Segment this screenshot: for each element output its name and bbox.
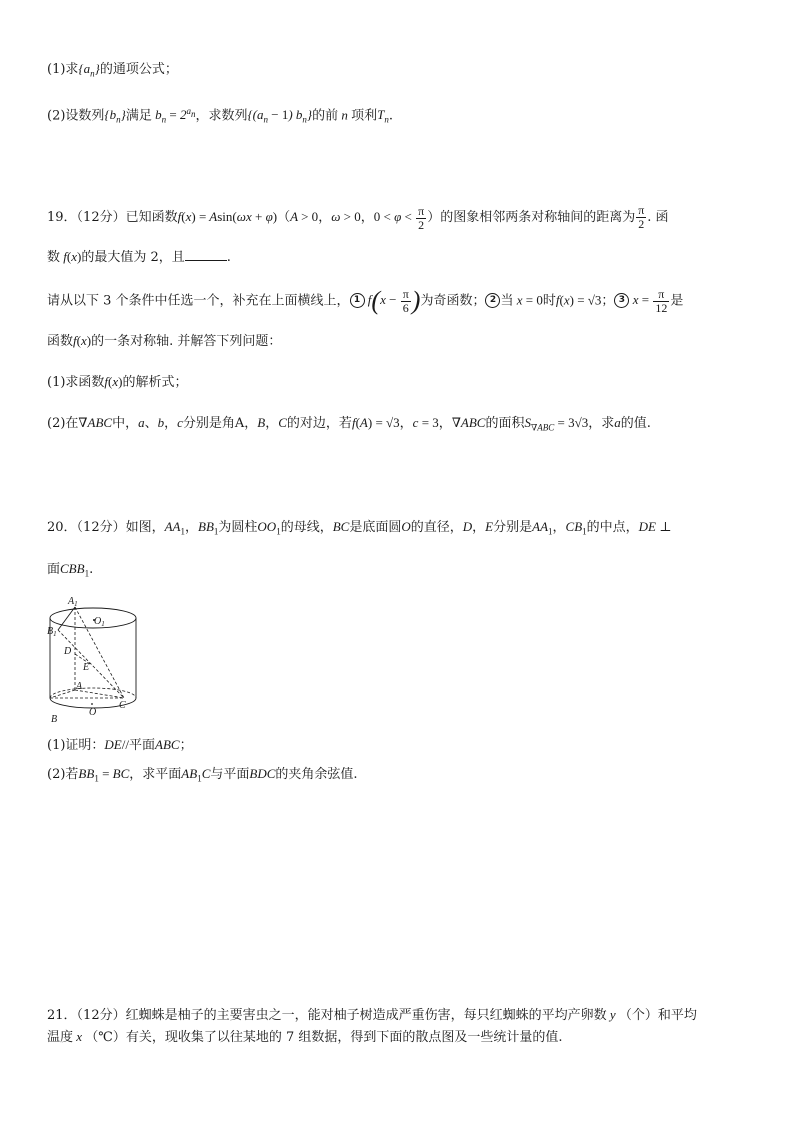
p18-part2-text-d: 的前 <box>312 108 339 124</box>
formula-n: n <box>338 107 352 123</box>
label-C: C <box>119 700 126 711</box>
formula-BDC: BDC <box>249 766 276 781</box>
formula-fA: f(A) = √3 <box>351 415 400 430</box>
p19-line3-c: 当 <box>500 293 514 309</box>
formula-tri-abc: ∇ABC <box>78 415 113 430</box>
formula-f-shift: f(x − $\frac{\pi}{6}$ ) <box>364 286 421 316</box>
p19-q2-k: ，求 <box>588 416 615 431</box>
p19-q1-b: 的解析式； <box>122 375 188 390</box>
formula-pi-half: $\frac{\pi}{2}$ <box>638 203 645 231</box>
label-D: D <box>64 646 72 657</box>
formula-alpha: a <box>614 415 621 430</box>
formula-product-seq: {$(a_n - 1)$ $b_n$} <box>247 107 313 125</box>
formula-CBB1: $CBB_1$ <box>60 561 90 579</box>
formula-fx-2: f(x) <box>73 333 92 348</box>
formula-AB1C: $AB_1C$ <box>181 766 211 784</box>
p20-q2-c: 与平面 <box>210 767 250 782</box>
p20-line1-i: ， <box>552 520 566 535</box>
formula-x-pi12: x = $\frac{\pi}{12}$ <box>629 287 668 315</box>
p19-tail1: . 函 <box>647 210 669 225</box>
formula-BB1-eq-BC: $BB_1$ = BC <box>78 766 130 784</box>
p20-q2 <box>47 764 358 789</box>
segment-AC <box>75 690 124 698</box>
p19-q2-h: ， <box>399 416 413 431</box>
p19-sep1: ， <box>318 210 332 225</box>
segment-B1C <box>58 630 124 698</box>
formula-fx: f(x) <box>60 249 82 264</box>
formula-b: b <box>157 415 165 430</box>
p20-q1-b: 平面 <box>129 738 156 753</box>
formula-a: a <box>138 415 145 430</box>
p19-q2-j: 的面积 <box>485 416 525 431</box>
p19-cond-open: （ <box>277 210 291 225</box>
p18-part1 <box>47 59 178 84</box>
p19-q2-a: (2)在 <box>47 416 79 431</box>
formula-BB1: $BB_1$ <box>198 519 219 537</box>
formula-E: E <box>485 519 494 534</box>
cylinder-figure <box>44 594 144 726</box>
p19-q2-g: 的对边，若 <box>286 416 352 431</box>
formula-CB1: $CB_1$ <box>565 519 587 537</box>
formula-BC: BC <box>332 519 350 534</box>
p19-q2-i: ， <box>438 416 452 431</box>
p19-q2-c: 、 <box>144 416 158 431</box>
label-A: A <box>76 681 83 692</box>
top-ellipse <box>50 608 136 628</box>
p19-cond-close: ）的图象相邻两条对称轴间的距离为 <box>427 210 636 225</box>
circled-one: 1 <box>350 293 365 308</box>
formula-area: $S_{\nabla ABC} = 3√3$ <box>524 415 589 433</box>
formula-omega-pos: ω > 0 <box>331 209 361 224</box>
p19-line3-b: 为奇函数； <box>420 293 486 309</box>
label-O1: $O_1$ <box>94 616 105 628</box>
formula-bn-set: $\{b_n\}$ <box>104 107 126 125</box>
p18-part1-text-b: 的通项公式； <box>99 62 178 77</box>
p19-head: 19．（12分）已知函数 <box>47 210 178 225</box>
p19-q1 <box>47 372 188 393</box>
formula-c-eq-3: c = 3 <box>412 415 439 430</box>
formula-tri-abc-2: ∇ABC <box>451 415 486 430</box>
p18-part2 <box>47 101 393 130</box>
p19-q2-e: 分别是角A， <box>182 416 258 431</box>
p19-sep2: ， <box>360 210 374 225</box>
p19-line2-b: 的最大值为 2，且 <box>81 250 185 265</box>
p19-line4 <box>47 331 281 352</box>
p21-line2-a: 温度 <box>47 1030 74 1045</box>
p21-line2-b: （℃）有关，现收集了以往某地的 7 组数据，得到下面的散点图及一些统计量的值. <box>85 1030 563 1045</box>
p19-line2-c: . <box>226 250 231 265</box>
p20-q1 <box>47 735 193 756</box>
label-O: O <box>89 707 97 718</box>
formula-fx-3: f(x) <box>104 374 123 389</box>
formula-OO1: $OO_1$ <box>257 519 281 537</box>
p19-q2-d: ， <box>164 416 178 431</box>
formula-AA1: $AA_1$ <box>164 519 185 537</box>
p20-line1-a: 20．（12分）如图， <box>47 520 165 535</box>
p19-q2-f: ， <box>265 416 279 431</box>
p19-line3 <box>47 288 683 315</box>
formula-phi-range: 0 < φ < $\frac{\pi}{2}$ <box>373 203 425 232</box>
p20-line1-b: ， <box>184 520 198 535</box>
formula-DE: DE// <box>104 737 129 752</box>
p20-q2-b: ，求平面 <box>129 767 182 782</box>
p20-line1-e: 是底面圆 <box>349 520 402 535</box>
p20-line2-a: 面 <box>47 562 61 577</box>
p20-line1-j: 的中点， <box>586 520 639 535</box>
label-B1: $B_1$ <box>47 626 57 638</box>
label-B: B <box>51 714 58 725</box>
formula-O: O <box>401 519 411 534</box>
p20-line2 <box>47 559 93 584</box>
p19-line3-a: 请从以下 3 个条件中任选一个，补充在上面横线上， <box>47 293 350 309</box>
p20-line1-d: 的母线， <box>280 520 333 535</box>
p20-line1-c: 为圆柱 <box>218 520 258 535</box>
label-E: E <box>83 662 90 673</box>
label-A1: $A_1$ <box>68 596 78 608</box>
p18-part2-text-c: ，求数列 <box>195 108 248 124</box>
p20-q1-c: ； <box>179 738 193 753</box>
formula-fx-sqrt3: f(x) = √3 <box>555 292 602 308</box>
p20-q2-a: (2)若 <box>47 767 79 782</box>
formula-y: y <box>606 1007 619 1022</box>
formula-DE-perp: DE ⊥ <box>638 519 672 534</box>
formula-c: c <box>177 415 183 430</box>
p18-part2-text-b: 满足 <box>125 108 152 124</box>
formula-x: x <box>73 1029 86 1044</box>
formula-x-zero: x = 0 <box>513 292 543 308</box>
formula-Tn: $T_n$ <box>377 107 389 125</box>
p20-q1-a: (1)证明： <box>47 738 105 753</box>
formula-AA1-2: $AA_1$ <box>532 519 553 537</box>
formula-ABC: ABC <box>155 737 180 752</box>
p19-q2-b: 中， <box>112 416 139 431</box>
formula-bn-def: $b_n = 2^{a_n}$ <box>151 106 196 125</box>
fill-blank[interactable] <box>185 248 227 261</box>
p18-part2-text-f: . <box>388 108 394 124</box>
p18-part1-text-a: (1)求 <box>47 62 79 77</box>
point-O <box>91 703 93 705</box>
p19-line4-b: 的一条对称轴. 并解答下列问题： <box>91 334 282 349</box>
p20-line1-g: ， <box>472 520 486 535</box>
p19-line2-a: 数 <box>47 250 61 265</box>
p19-line3-d: 时 <box>542 293 556 309</box>
p21-line1-a: 21．（12分）红蜘蛛是柚子的主要害虫之一，能对柚子树造成严重伤害，每只红蜘蛛的平均产卵数 <box>47 1008 607 1023</box>
formula-f-def: f(x) = Asin(ωx + φ) <box>177 209 278 224</box>
p20-line1-h: 分别是 <box>493 520 533 535</box>
p18-part2-text-a: (2)设数列 <box>47 108 105 124</box>
p19-line4-a: 函数 <box>47 334 74 349</box>
p20-line1-f: 的直径， <box>410 520 463 535</box>
p19-line3-f: 是 <box>670 293 684 309</box>
p19-line2 <box>47 247 231 268</box>
p21-line1 <box>47 1005 697 1026</box>
p20-q2-d: 的夹角余弦值. <box>275 767 358 782</box>
p19-line1 <box>47 204 669 232</box>
formula-C: C <box>278 415 287 430</box>
circled-two: 2 <box>485 293 500 308</box>
formula-B: B <box>257 415 266 430</box>
p18-part2-text-e: 项利 <box>351 108 378 124</box>
p21-line2 <box>47 1027 563 1048</box>
p19-q2-l: 的值. <box>620 416 651 431</box>
p21-line1-b: （个）和平均 <box>618 1008 697 1023</box>
p20-line1 <box>47 517 672 542</box>
p19-q1-a: (1)求函数 <box>47 375 105 390</box>
p19-q2 <box>47 413 651 438</box>
circled-three: 3 <box>614 293 629 308</box>
formula-D: D <box>462 519 473 534</box>
p20-line2-b: . <box>89 562 94 577</box>
formula-A-pos: A > 0 <box>290 209 319 224</box>
p19-line3-e: ； <box>601 293 615 309</box>
formula-an-set: $\{a_n\}$ <box>78 61 100 79</box>
